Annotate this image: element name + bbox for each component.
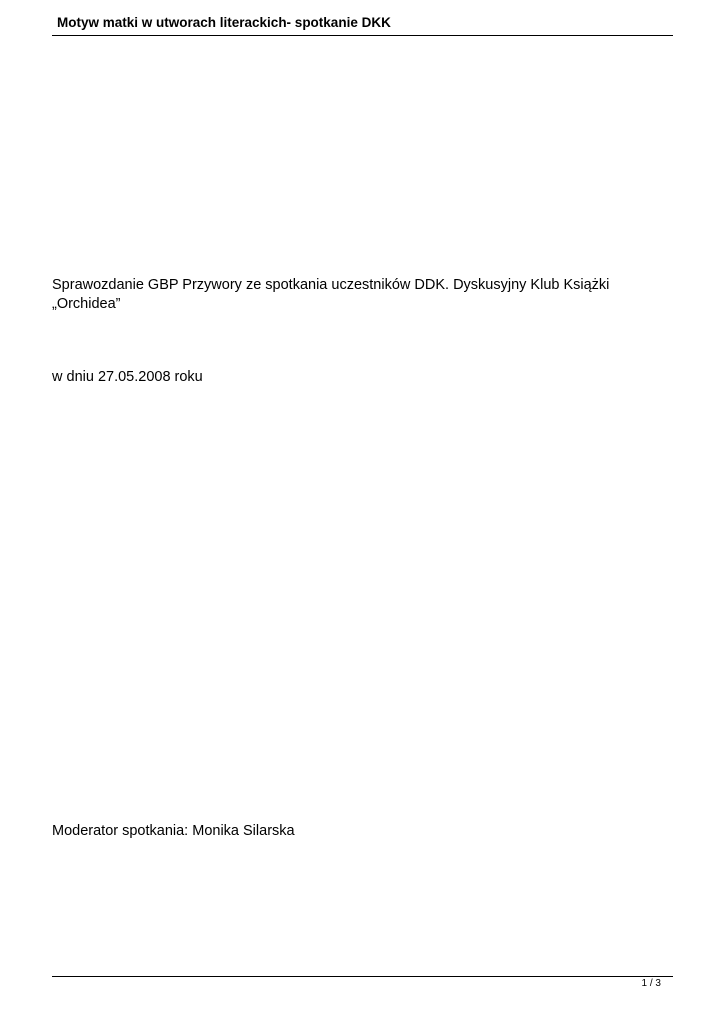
moderator-paragraph: Moderator spotkania: Monika Silarska — [52, 823, 295, 839]
meeting-date-paragraph: w dniu 27.05.2008 roku — [52, 369, 203, 385]
footer-divider — [52, 976, 673, 977]
page-header-title: Motyw matki w utworach literackich- spotkanie DKK — [57, 15, 391, 30]
report-intro-paragraph: Sprawozdanie GBP Przywory ze spotkania uczestników DDK. Dyskusyjny Klub Książki „Orchidea” — [52, 277, 610, 312]
page-number: 1 / 3 — [641, 978, 661, 989]
header-divider — [52, 35, 673, 36]
